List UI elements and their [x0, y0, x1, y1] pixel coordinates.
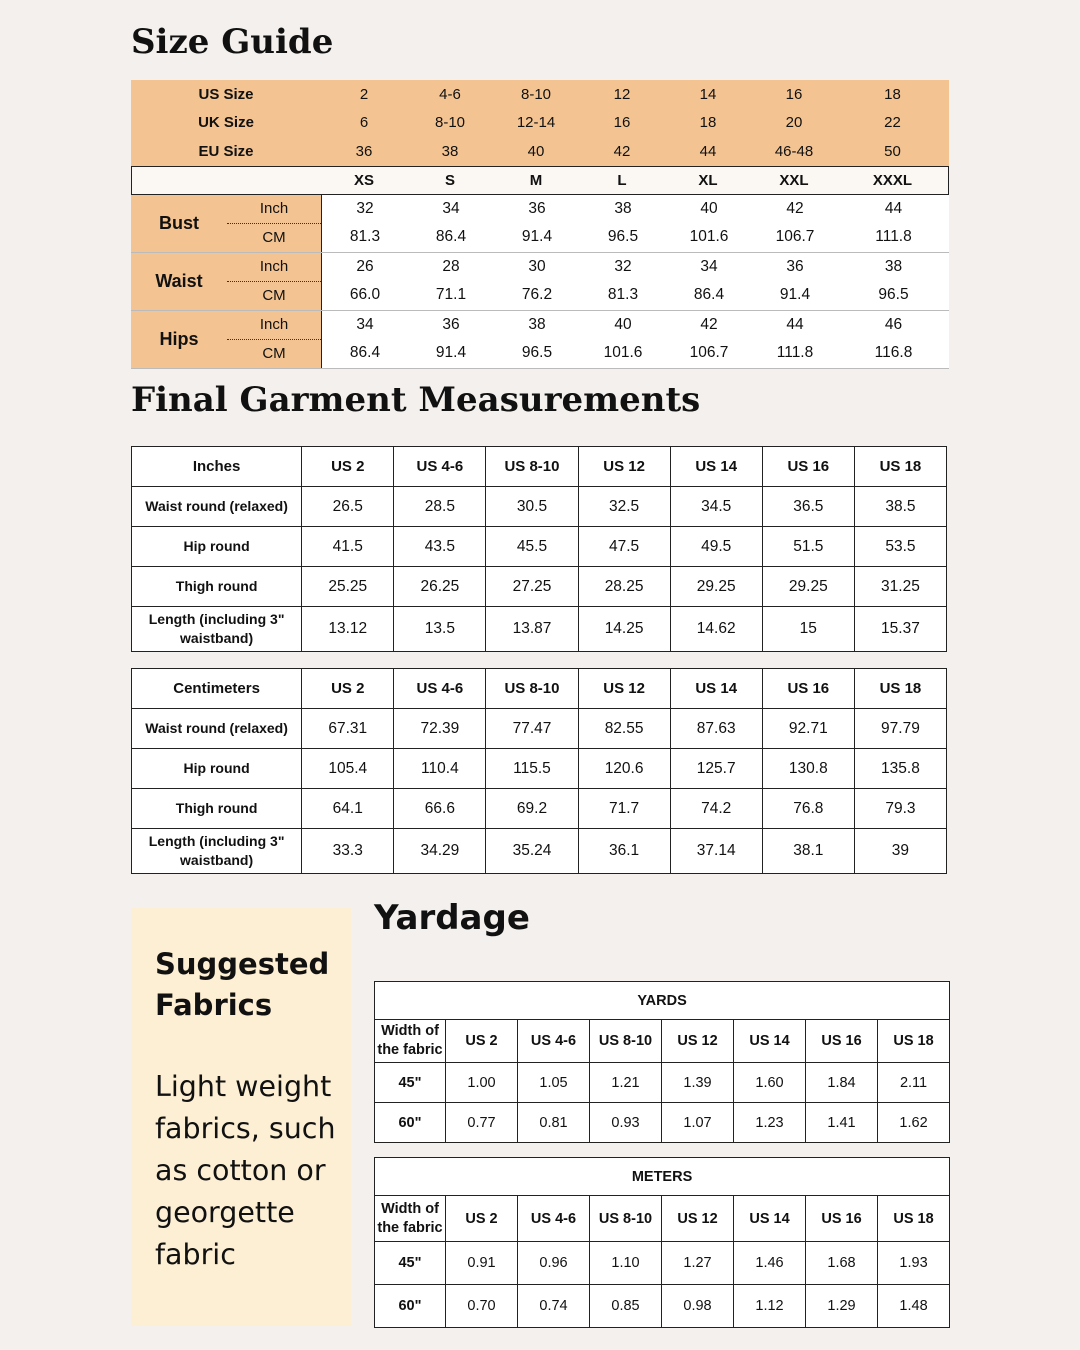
cell-value: 25.25 [302, 567, 394, 607]
cell-value: 1.46 [734, 1242, 806, 1285]
size-column-header: US 16 [806, 1020, 878, 1063]
size-column-header: US 2 [302, 447, 394, 487]
size-system-label: US Size [198, 85, 254, 103]
size-values [321, 114, 949, 131]
size-system-label: UK Size [198, 114, 254, 132]
size-value: 12-14 [516, 114, 556, 132]
unit-title: METERS [375, 1158, 950, 1196]
cell-value: 130.8 [762, 749, 854, 789]
cell-value: 0.91 [446, 1242, 518, 1285]
suggested-fabrics-text: Light weight fabrics, such as cotton or georgette fabric [155, 1070, 336, 1271]
cell-value: 125.7 [670, 749, 762, 789]
cell-value: 15 [762, 607, 854, 652]
cell-value: 0.85 [590, 1285, 662, 1328]
size-value: 16 [613, 114, 631, 132]
size-column-header: US 8-10 [486, 447, 578, 487]
measurement-unit: CM [262, 287, 286, 304]
cell-value: 13.12 [302, 607, 394, 652]
cell-value: 33.3 [302, 829, 394, 874]
row-label: Thigh round [132, 567, 302, 607]
cell-value: 1.05 [518, 1063, 590, 1103]
measurement-value: 34 [356, 315, 374, 333]
measurement-value: 42 [786, 199, 804, 217]
unit-title-row [375, 1158, 950, 1196]
cell-value: 38.1 [762, 829, 854, 874]
cell-value: 66.6 [394, 789, 486, 829]
measurement-value: 28 [442, 257, 460, 275]
cell-value: 43.5 [394, 527, 486, 567]
size-value: 12 [613, 85, 631, 103]
cell-value: 87.63 [670, 709, 762, 749]
measurement-value: 111.8 [776, 344, 814, 362]
size-column-header: US 18 [854, 669, 946, 709]
size-value: 46-48 [774, 142, 814, 160]
measurement-value: 32 [356, 199, 374, 217]
measurement-value: 91.4 [779, 286, 811, 304]
letter-size-values [321, 172, 948, 189]
size-column-header: US 18 [878, 1196, 950, 1242]
cell-value: 2.11 [878, 1063, 950, 1103]
size-value: 42 [613, 142, 631, 160]
measurement-value: 81.3 [349, 228, 381, 246]
fabric-width: 60" [375, 1285, 446, 1328]
measurement-label-cell [131, 311, 321, 368]
size-column-header: US 8-10 [590, 1196, 662, 1242]
size-value: 4-6 [439, 85, 461, 103]
cell-value: 0.81 [518, 1103, 590, 1143]
letter-size: XXXL [872, 171, 913, 189]
row-label: Hip round [132, 749, 302, 789]
measurement-name: Hips [159, 328, 199, 349]
measurement-value: 106.7 [775, 228, 815, 246]
cell-value: 1.23 [734, 1103, 806, 1143]
row-label: Waist round (relaxed) [132, 487, 302, 527]
table-row [132, 607, 947, 652]
cell-value: 26.25 [394, 567, 486, 607]
measurement-block [131, 311, 949, 369]
size-guide-title: Size Guide [131, 22, 334, 62]
cell-value: 74.2 [670, 789, 762, 829]
measurement-row [322, 195, 949, 224]
measurement-name: Bust [159, 212, 199, 233]
cell-value: 34.5 [670, 487, 762, 527]
cell-value: 53.5 [854, 527, 946, 567]
width-of-fabric-label: Width of the fabric [375, 1196, 446, 1242]
measurement-value: 36 [786, 257, 804, 275]
cell-value: 0.98 [662, 1285, 734, 1328]
measurement-unit: Inch [227, 311, 321, 341]
size-column-header: US 14 [670, 669, 762, 709]
unit-label: Inches [132, 447, 302, 487]
measurement-row [322, 253, 949, 282]
cell-value: 1.93 [878, 1242, 950, 1285]
table-row [375, 1242, 950, 1285]
size-value: 20 [785, 114, 803, 132]
size-column-header: US 18 [854, 447, 946, 487]
cell-value: 1.12 [734, 1285, 806, 1328]
size-value: 16 [785, 85, 803, 103]
table-row [375, 1063, 950, 1103]
cell-value: 0.70 [446, 1285, 518, 1328]
size-value: 18 [884, 85, 901, 103]
measurement-value: 96.5 [521, 344, 553, 362]
measurement-value: 76.2 [521, 286, 553, 304]
measurement-value: 36 [528, 199, 546, 217]
measurement-values [321, 195, 949, 252]
cell-value: 1.00 [446, 1063, 518, 1103]
size-header-row [131, 137, 949, 166]
measurement-value: 106.7 [689, 344, 729, 362]
measurement-value: 46 [884, 315, 903, 333]
measurement-name: Waist [155, 270, 203, 291]
size-header-row [131, 109, 949, 138]
size-value: 14 [699, 85, 717, 103]
cell-value: 1.21 [590, 1063, 662, 1103]
measurement-value: 38 [884, 257, 903, 275]
size-column-header: US 8-10 [486, 669, 578, 709]
letter-size: M [529, 171, 543, 189]
table-row [132, 749, 947, 789]
measurement-value: 96.5 [878, 286, 909, 304]
size-value: 2 [359, 85, 369, 103]
measurement-label-cell [131, 253, 321, 310]
cell-value: 1.84 [806, 1063, 878, 1103]
size-value: 50 [884, 142, 901, 160]
table-header-row [132, 669, 947, 709]
cell-value: 1.10 [590, 1242, 662, 1285]
size-column-header: US 12 [662, 1196, 734, 1242]
measurement-value: 30 [528, 257, 546, 275]
cell-value: 47.5 [578, 527, 670, 567]
measurement-block [131, 253, 949, 311]
garment-inches-table [131, 446, 947, 652]
size-column-header: US 14 [670, 447, 762, 487]
measurement-values [321, 311, 949, 368]
table-row [132, 527, 947, 567]
table-row [375, 1103, 950, 1143]
cell-value: 28.25 [578, 567, 670, 607]
size-values [321, 143, 949, 160]
cell-value: 1.48 [878, 1285, 950, 1328]
row-label: Hip round [132, 527, 302, 567]
fabric-width: 45" [375, 1063, 446, 1103]
measurement-value: 96.5 [607, 228, 639, 246]
measurement-value: 86.4 [435, 228, 467, 246]
size-column-header: US 4-6 [518, 1196, 590, 1242]
measurement-value: 101.6 [603, 344, 643, 362]
fabric-width: 60" [375, 1103, 446, 1143]
size-value: 8-10 [434, 114, 466, 132]
size-column-header: US 2 [446, 1196, 518, 1242]
measurement-value: 32 [614, 257, 632, 275]
cell-value: 105.4 [302, 749, 394, 789]
size-system-label: EU Size [198, 142, 254, 160]
cell-value: 13.5 [394, 607, 486, 652]
cell-value: 13.87 [486, 607, 578, 652]
measurement-row [322, 223, 949, 252]
measurement-value: 40 [700, 199, 718, 217]
letter-size: S [444, 171, 455, 189]
unit-label: Centimeters [132, 669, 302, 709]
size-column-header: US 12 [578, 447, 670, 487]
table-row [132, 567, 947, 607]
measurement-value: 101.6 [689, 228, 729, 246]
size-column-header: US 2 [446, 1020, 518, 1063]
garment-centimeters-table [131, 668, 947, 874]
yardage-yards-table [374, 981, 950, 1143]
measurement-value: 42 [700, 315, 718, 333]
size-column-header: US 14 [734, 1020, 806, 1063]
fabric-width: 45" [375, 1242, 446, 1285]
size-column-header: US 16 [762, 669, 854, 709]
cell-value: 1.27 [662, 1242, 734, 1285]
size-column-header: US 18 [878, 1020, 950, 1063]
size-value: 6 [359, 114, 369, 132]
cell-value: 135.8 [854, 749, 946, 789]
letter-size: XXL [779, 171, 809, 189]
cell-value: 32.5 [578, 487, 670, 527]
cell-value: 45.5 [486, 527, 578, 567]
width-of-fabric-label: Width of the fabric [375, 1020, 446, 1063]
suggested-fabrics-title: Suggested Fabrics [155, 947, 330, 1022]
cell-value: 1.60 [734, 1063, 806, 1103]
size-column-header: US 12 [578, 669, 670, 709]
garment-measurements-title: Final Garment Measurements [131, 380, 701, 420]
unit-title: YARDS [375, 982, 950, 1020]
measurement-value: 86.4 [349, 344, 381, 362]
cell-value: 0.93 [590, 1103, 662, 1143]
letter-size-row [131, 166, 949, 195]
table-header-row [375, 1196, 950, 1242]
cell-value: 72.39 [394, 709, 486, 749]
measurement-value: 36 [442, 315, 460, 333]
measurement-units [227, 195, 321, 252]
letter-size: XL [698, 171, 718, 189]
cell-value: 120.6 [578, 749, 670, 789]
size-value: 36 [355, 142, 373, 160]
measurement-unit: Inch [227, 253, 321, 283]
cell-value: 71.7 [578, 789, 670, 829]
measurement-row [322, 311, 949, 340]
size-value: 40 [527, 142, 545, 160]
cell-value: 69.2 [486, 789, 578, 829]
cell-value: 27.25 [486, 567, 578, 607]
measurement-row [322, 281, 949, 310]
measurement-value: 44 [884, 199, 903, 217]
measurement-value: 26 [356, 257, 374, 275]
letter-size: XS [353, 171, 374, 189]
unit-title-row [375, 982, 950, 1020]
cell-value: 49.5 [670, 527, 762, 567]
measurement-value: 40 [614, 315, 632, 333]
cell-value: 28.5 [394, 487, 486, 527]
size-value: 8-10 [520, 85, 552, 103]
suggested-fabrics-panel [131, 908, 351, 1326]
cell-value: 0.96 [518, 1242, 590, 1285]
measurement-value: 91.4 [521, 228, 553, 246]
measurement-unit: Inch [227, 195, 321, 225]
cell-value: 36.5 [762, 487, 854, 527]
cell-value: 34.29 [394, 829, 486, 874]
cell-value: 76.8 [762, 789, 854, 829]
size-header-row [131, 80, 949, 109]
measurement-value: 86.4 [693, 286, 725, 304]
measurement-value: 38 [614, 199, 632, 217]
table-header-row [132, 447, 947, 487]
measurement-label-cell [131, 195, 321, 252]
measurement-unit: CM [262, 229, 286, 246]
cell-value: 1.07 [662, 1103, 734, 1143]
size-column-header: US 4-6 [394, 669, 486, 709]
size-column-header: US 16 [762, 447, 854, 487]
cell-value: 35.24 [486, 829, 578, 874]
table-row [132, 709, 947, 749]
size-value: 22 [884, 114, 901, 132]
measurement-value: 71.1 [435, 286, 467, 304]
size-guide-table [131, 80, 949, 369]
size-column-header: US 4-6 [518, 1020, 590, 1063]
cell-value: 29.25 [670, 567, 762, 607]
cell-value: 51.5 [762, 527, 854, 567]
size-column-header: US 14 [734, 1196, 806, 1242]
cell-value: 38.5 [854, 487, 946, 527]
yardage-title: Yardage [374, 898, 530, 938]
cell-value: 39 [854, 829, 946, 874]
size-column-header: US 16 [806, 1196, 878, 1242]
cell-value: 29.25 [762, 567, 854, 607]
cell-value: 92.71 [762, 709, 854, 749]
cell-value: 37.14 [670, 829, 762, 874]
cell-value: 110.4 [394, 749, 486, 789]
measurement-unit: CM [262, 345, 286, 362]
cell-value: 79.3 [854, 789, 946, 829]
table-row [132, 487, 947, 527]
cell-value: 41.5 [302, 527, 394, 567]
cell-value: 77.47 [486, 709, 578, 749]
cell-value: 36.1 [578, 829, 670, 874]
cell-value: 14.25 [578, 607, 670, 652]
cell-value: 0.77 [446, 1103, 518, 1143]
cell-value: 67.31 [302, 709, 394, 749]
measurement-row [322, 339, 949, 368]
row-label: Thigh round [132, 789, 302, 829]
size-column-header: US 4-6 [394, 447, 486, 487]
cell-value: 97.79 [854, 709, 946, 749]
measurement-value: 91.4 [435, 344, 467, 362]
cell-value: 14.62 [670, 607, 762, 652]
measurement-block [131, 195, 949, 253]
table-row [132, 829, 947, 874]
size-column-header: US 12 [662, 1020, 734, 1063]
measurement-values [321, 253, 949, 310]
size-value: 18 [699, 114, 717, 132]
measurement-value: 38 [528, 315, 546, 333]
cell-value: 1.68 [806, 1242, 878, 1285]
row-label: Length (including 3" waistband) [132, 607, 302, 652]
yardage-meters-table [374, 1157, 950, 1328]
size-values [321, 86, 949, 103]
measurement-value: 66.0 [349, 286, 381, 304]
cell-value: 1.62 [878, 1103, 950, 1143]
cell-value: 31.25 [854, 567, 946, 607]
measurement-units [227, 311, 321, 368]
row-label: Waist round (relaxed) [132, 709, 302, 749]
row-label: Length (including 3" waistband) [132, 829, 302, 874]
cell-value: 0.74 [518, 1285, 590, 1328]
measurement-value: 81.3 [607, 286, 639, 304]
measurement-value: 44 [786, 315, 804, 333]
size-value: 44 [699, 142, 717, 160]
measurement-value: 34 [442, 199, 460, 217]
measurement-value: 116.8 [874, 344, 913, 362]
cell-value: 115.5 [486, 749, 578, 789]
measurement-value: 111.8 [875, 228, 912, 246]
size-column-header: US 2 [302, 669, 394, 709]
measurement-value: 34 [700, 257, 718, 275]
cell-value: 26.5 [302, 487, 394, 527]
size-value: 38 [441, 142, 459, 160]
cell-value: 1.29 [806, 1285, 878, 1328]
measurement-units [227, 253, 321, 310]
cell-value: 15.37 [854, 607, 946, 652]
cell-value: 82.55 [578, 709, 670, 749]
cell-value: 64.1 [302, 789, 394, 829]
table-header-row [375, 1020, 950, 1063]
table-row [132, 789, 947, 829]
cell-value: 1.41 [806, 1103, 878, 1143]
size-column-header: US 8-10 [590, 1020, 662, 1063]
cell-value: 1.39 [662, 1063, 734, 1103]
cell-value: 30.5 [486, 487, 578, 527]
letter-size: L [617, 171, 627, 189]
table-row [375, 1285, 950, 1328]
